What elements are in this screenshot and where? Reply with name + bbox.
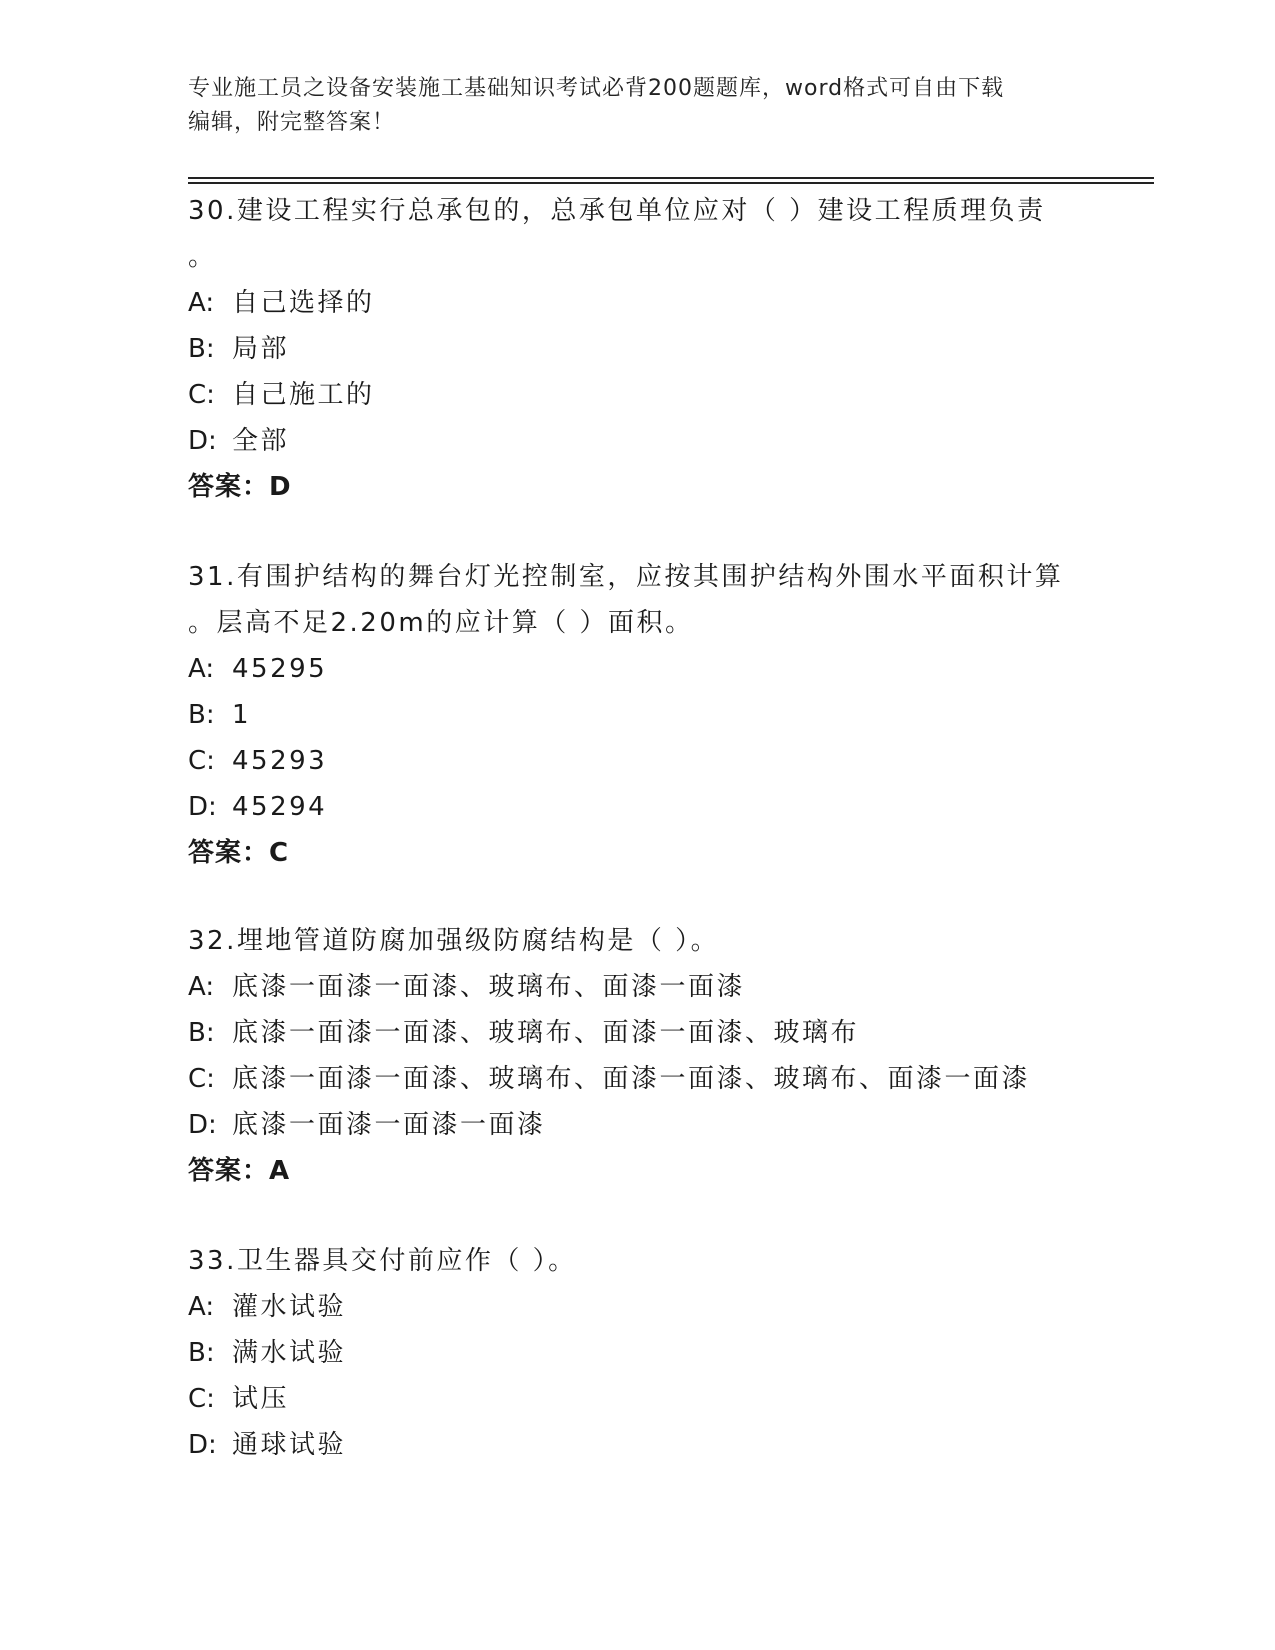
option-letter: D: bbox=[188, 1430, 217, 1460]
option-d bbox=[188, 1102, 1088, 1148]
option-c bbox=[188, 372, 1088, 418]
option-text: 通球试验 bbox=[232, 1430, 347, 1460]
option-text: 45295 bbox=[232, 654, 328, 684]
option-text: 全部 bbox=[232, 426, 290, 456]
option-a bbox=[188, 280, 1088, 326]
option-letter: A: bbox=[188, 1292, 215, 1322]
option-text: 底漆一面漆一面漆、玻璃布、面漆一面漆、玻璃布 bbox=[232, 1018, 860, 1048]
option-letter: B: bbox=[188, 700, 215, 730]
option-d bbox=[188, 1422, 1088, 1468]
option-text: 满水试验 bbox=[232, 1338, 347, 1368]
option-text: 自己施工的 bbox=[232, 380, 375, 410]
option-text: 局部 bbox=[232, 334, 290, 364]
option-letter: B: bbox=[188, 1338, 215, 1368]
option-letter: D: bbox=[188, 1110, 217, 1140]
option-a bbox=[188, 964, 1088, 1010]
option-letter: D: bbox=[188, 426, 217, 456]
option-text: 45293 bbox=[232, 746, 328, 776]
option-text: 底漆一面漆一面漆、玻璃布、面漆一面漆 bbox=[232, 972, 746, 1002]
question-stem: 33.卫生器具交付前应作（ ）。 bbox=[188, 1246, 577, 1276]
option-letter: B: bbox=[188, 334, 215, 364]
option-letter: C: bbox=[188, 1064, 215, 1094]
option-text: 灌水试验 bbox=[232, 1292, 347, 1322]
option-d bbox=[188, 784, 1088, 830]
option-c bbox=[188, 1376, 1088, 1422]
question-stem: 32.埋地管道防腐加强级防腐结构是（ ）。 bbox=[188, 926, 720, 956]
question-stem: 30.建设工程实行总承包的，总承包单位应对（ ）建设工程质理负责 bbox=[188, 196, 1046, 226]
option-text: 45294 bbox=[232, 792, 328, 822]
answer-label: 答案：A bbox=[188, 1156, 291, 1186]
header-divider-bottom bbox=[188, 182, 1154, 184]
header-divider-top bbox=[188, 177, 1154, 179]
question-31 bbox=[188, 554, 1088, 876]
question-30 bbox=[188, 188, 1088, 510]
document-header bbox=[188, 72, 1068, 140]
option-c bbox=[188, 738, 1088, 784]
header-title-line-2: 编辑，附完整答案！ bbox=[188, 110, 396, 135]
option-a bbox=[188, 1284, 1088, 1330]
option-text: 自己选择的 bbox=[232, 288, 375, 318]
question-stem-continued: 。 bbox=[188, 242, 217, 272]
option-b bbox=[188, 1330, 1088, 1376]
option-letter: B: bbox=[188, 1018, 215, 1048]
option-letter: A: bbox=[188, 654, 215, 684]
option-text: 1 bbox=[232, 700, 252, 730]
option-letter: C: bbox=[188, 380, 215, 410]
option-letter: A: bbox=[188, 972, 215, 1002]
option-letter: C: bbox=[188, 746, 215, 776]
question-stem: 31.有围护结构的舞台灯光控制室，应按其围护结构外围水平面积计算 bbox=[188, 562, 1064, 592]
option-c bbox=[188, 1056, 1088, 1102]
option-letter: D: bbox=[188, 792, 217, 822]
option-text: 底漆一面漆一面漆一面漆 bbox=[232, 1110, 546, 1140]
answer-label: 答案：D bbox=[188, 472, 292, 502]
option-text: 底漆一面漆一面漆、玻璃布、面漆一面漆、玻璃布、面漆一面漆 bbox=[232, 1064, 1031, 1094]
option-text: 试压 bbox=[232, 1384, 290, 1414]
answer-label: 答案：C bbox=[188, 838, 290, 868]
question-32 bbox=[188, 918, 1088, 1194]
question-33 bbox=[188, 1238, 1088, 1468]
option-letter: C: bbox=[188, 1384, 215, 1414]
option-d bbox=[188, 418, 1088, 464]
header-title-line-1: 专业施工员之设备安装施工基础知识考试必背200题题库，word格式可自由下载 bbox=[188, 76, 1005, 101]
option-b bbox=[188, 326, 1088, 372]
option-b bbox=[188, 692, 1088, 738]
option-b bbox=[188, 1010, 1088, 1056]
question-stem-continued: 。层高不足2.20m的应计算（ ）面积。 bbox=[188, 608, 694, 638]
option-letter: A: bbox=[188, 288, 215, 318]
option-a bbox=[188, 646, 1088, 692]
